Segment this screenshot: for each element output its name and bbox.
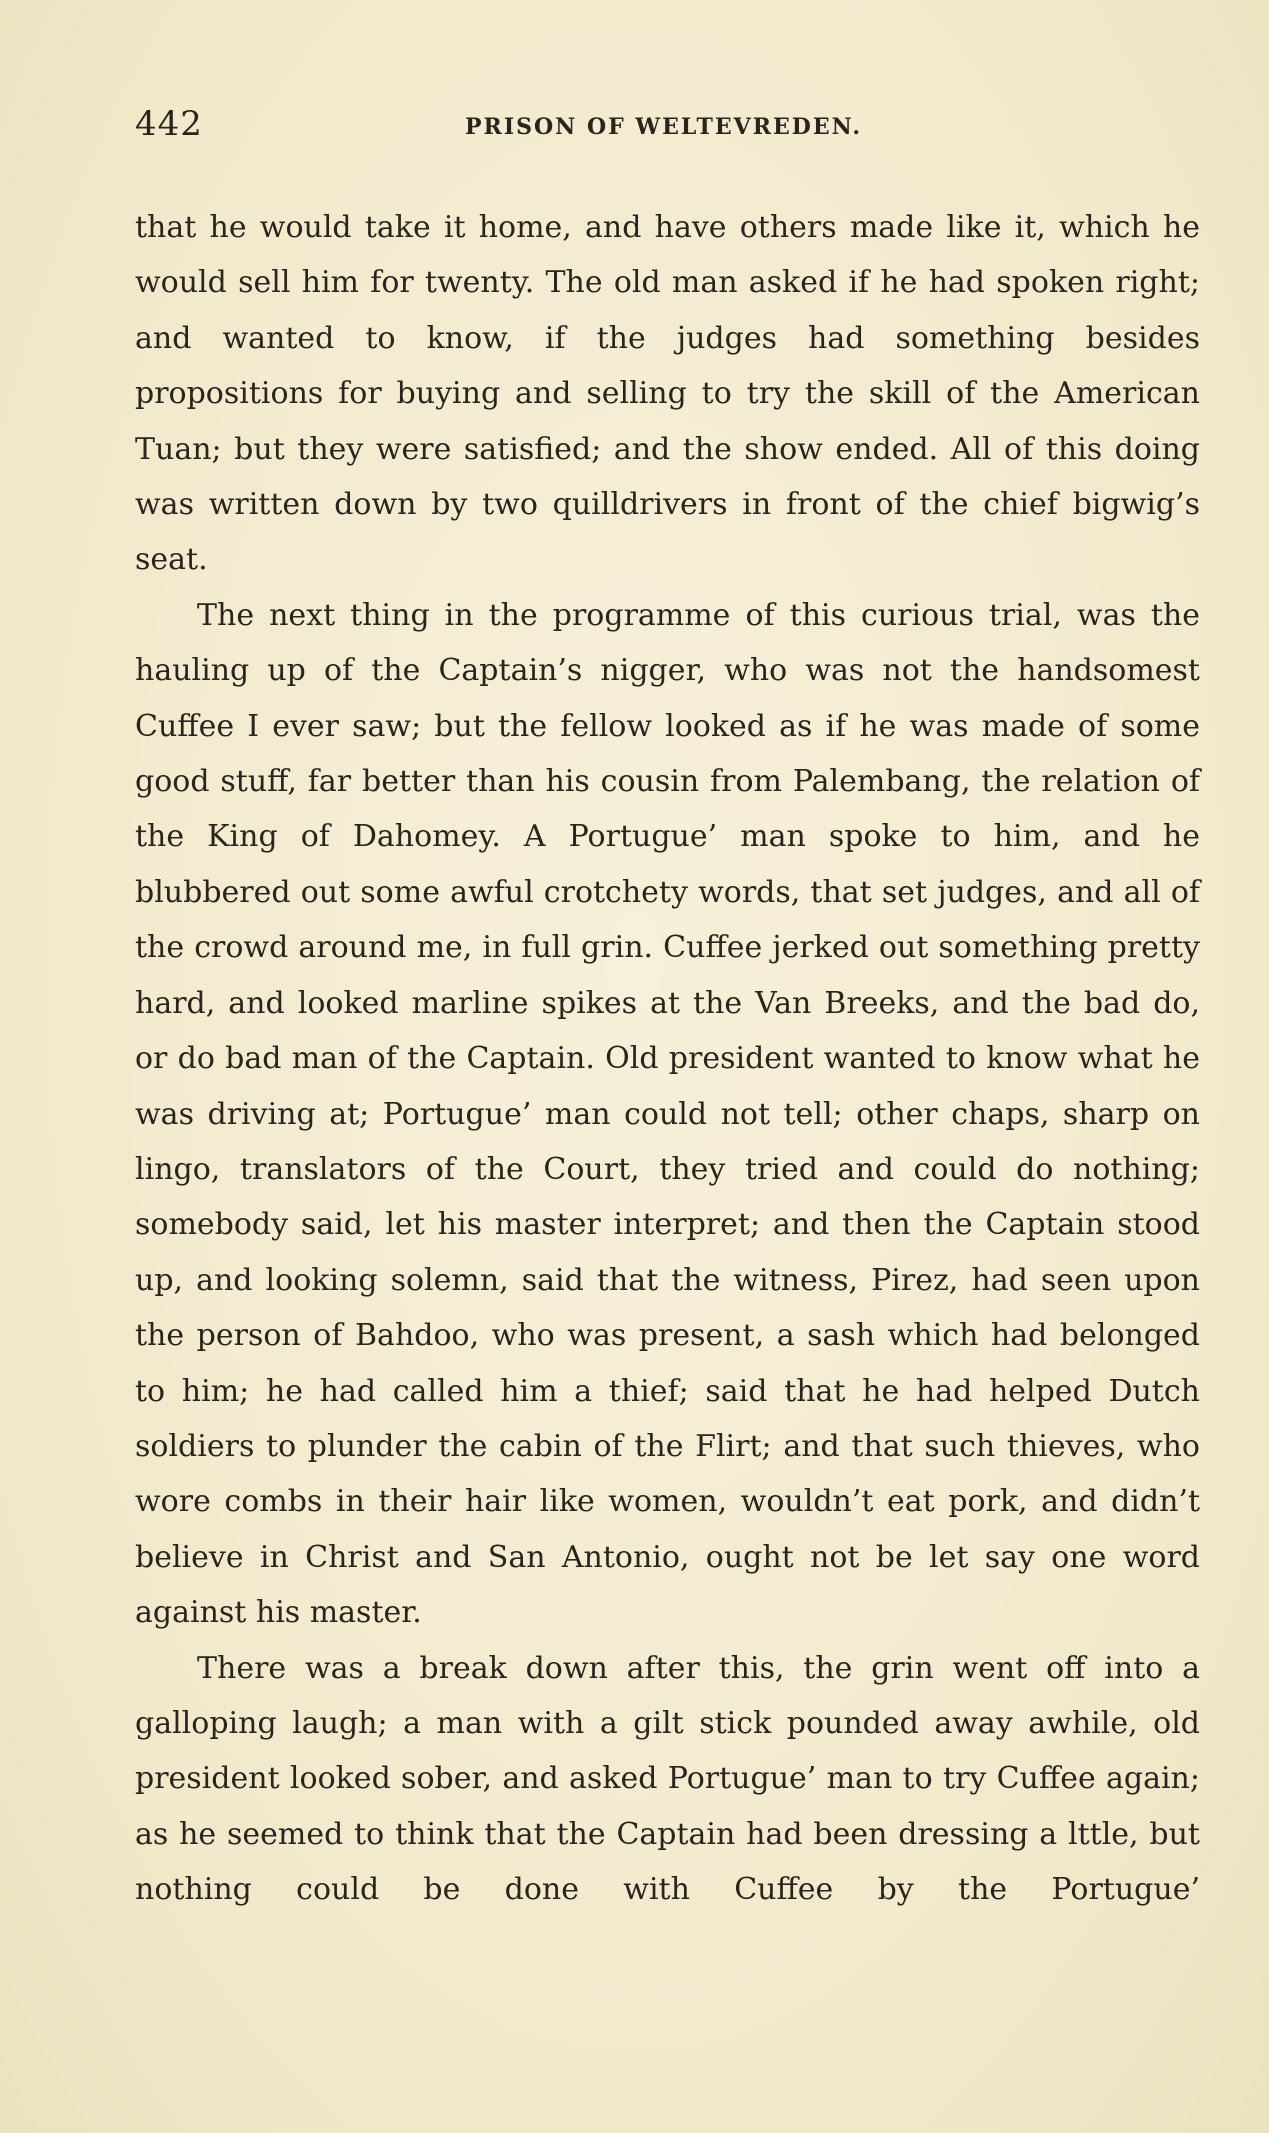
paragraph-trial: The next thing in the programme of this curious trial, was the hauling up of the Captain’s nigger, who was not the handsomest Cuffee I ever saw; but the fellow looked as if he was made of some good stuff, far better than his cousin from Palembang, the relation of the King of Dahomey. A Portugue’ man spoke to him, and he blubbered out some awful crotchety words, that set judges, and all of the crowd around me, in full grin. Cuffee jerked out something pretty hard, and looked marline spikes at the Van Breeks, and the bad do, or do bad man of the Captain. Old president wanted to know what he was driving at; Portugue’ man could not tell; other chaps, sharp on lingo, translators of the Court, they tried and could do nothing; somebody said, let his master interpret; and then the Captain stood up, and looking solemn, said that the witness, Pirez, had seen upon the person of Bahdoo, who was present, a sash which had belonged to him; he had called him a thief; said that he had helped Dutch soldiers to plunder the cabin of the Flirt; and that such thieves, who wore combs in their hair like women, wouldn’t eat pork, and didn’t believe in Christ and San Antonio, ought not be let say one word against his master. <box>135 597 1200 1631</box>
running-head: PRISON OF WELTEVREDEN. <box>465 114 862 140</box>
body-text <box>135 200 1200 1918</box>
paragraph-break-down: There was a break down after this, the grin went off into a galloping laugh; a man with a gilt stick pounded away awhile, old president looked sober, and asked Portugue’ man to try Cuffee again; as he seemed to think that the Captain had been dressing a lttle, but nothing could be done with Cuffee by the Portugue’ <box>135 1650 1200 1908</box>
page-number: 442 <box>135 104 203 144</box>
page-header <box>135 104 1200 154</box>
paragraph-continued: that he would take it home, and have others made like it, which he would sell him for twenty. The old man asked if he had spoken right; and wanted to know, if the judges had something besides propositions for buying and selling to try the skill of the American Tuan; but they were satisfied; and the show ended. All of this doing was written down by two quilldrivers in front of the chief bigwig’s seat. <box>135 210 1200 578</box>
